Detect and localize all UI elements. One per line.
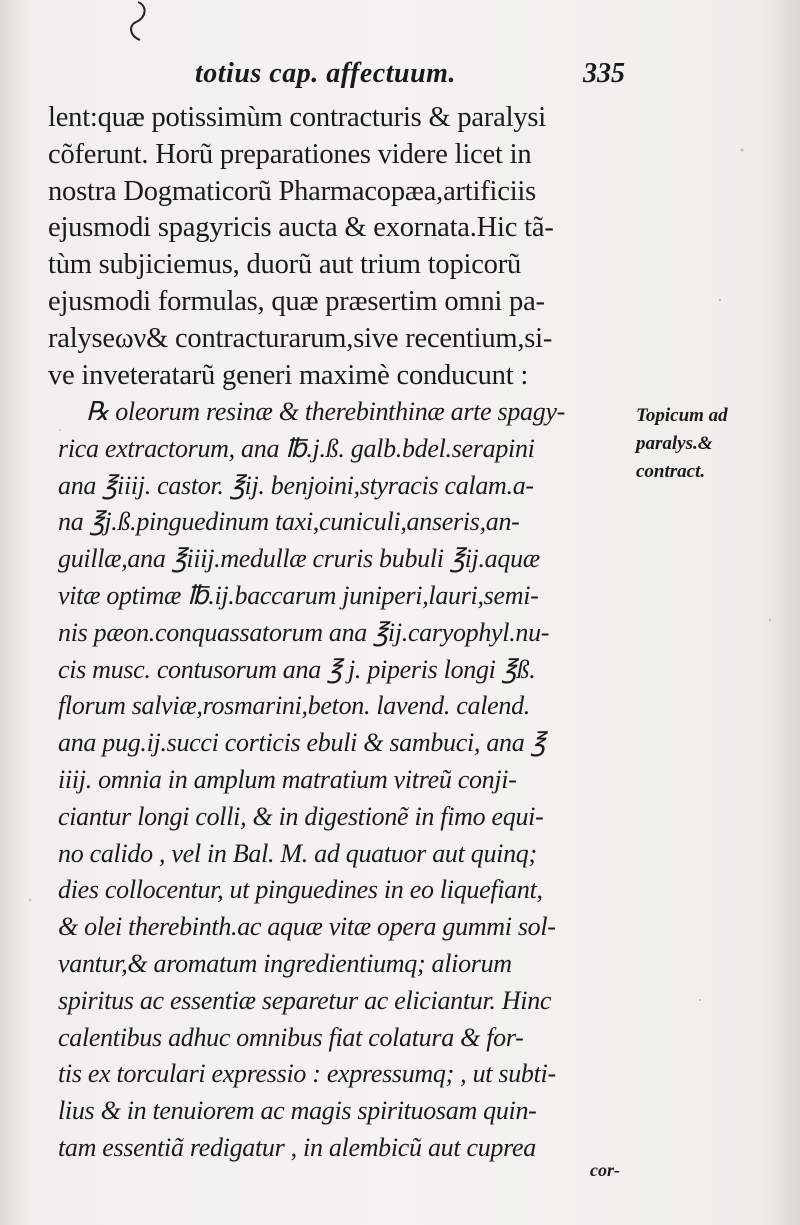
catchword: cor- (590, 1160, 620, 1180)
margin-note-line: contract. (636, 461, 706, 482)
text-line: ana pug.ij.succi corticis ebuli & sambuci, ana ℥ (58, 728, 546, 758)
text-line: ejusmodi formulas, quæ præsertim omni pa- (48, 285, 545, 317)
text-line: ve inveteratarũ generi maximè conducunt : (48, 359, 529, 391)
text-line: iiij. omnia in amplum matratium vitreũ conji- (58, 764, 517, 794)
text-line: na ℥j.ß.pinguedinum taxi,cuniculi,anseris,an- (58, 507, 520, 537)
text-line: vitæ optimæ ℔.ij.baccarum juniperi,lauri,semi- (58, 580, 539, 610)
text-line: nostra Dogmaticorũ Pharmacopæa,artificiis (48, 175, 537, 207)
text-line: cõferunt. Horũ preparationes videre licet in (48, 138, 532, 170)
text-line: tam essentiã redigatur , in alembicũ aut cuprea (58, 1132, 536, 1162)
roman-paragraph (48, 100, 554, 394)
text-line: & olei therebinth.ac aquæ vitæ opera gummi sol- (58, 912, 556, 942)
text-line: ana ℥iiij. castor. ℥ij. benjoini,styracis calam.a- (58, 470, 534, 500)
text-line: tis ex torculari expressio : expressumq; , ut subti- (58, 1059, 556, 1089)
margin-note-line: paralys.& (636, 433, 713, 454)
margin-note-line: Topicum ad (636, 405, 728, 426)
text-line: vantur,& aromatum ingredientiumq; aliorum (58, 948, 512, 978)
text-line: dies collocentur, ut pinguedines in eo liquefiant, (58, 875, 543, 905)
text-line: ciantur longi colli, & in digestionẽ in fimo equi- (58, 801, 544, 831)
recipe-paragraph (58, 394, 565, 1167)
text-line: cis musc. contusorum ana ℥ j. piperis longi ℥ß. (58, 654, 536, 684)
page-header (195, 58, 625, 98)
text-line: lius & in tenuiorem ac magis spirituosam quin- (58, 1096, 537, 1126)
text-line: ℞ oleorum resinæ & therebinthinæ arte spagy- (86, 397, 566, 426)
text-line: rica extractorum, ana ℔.j.ß. galb.bdel.serapini (58, 433, 535, 463)
text-line: lent:quæ potissimùm contracturis & paralysi (48, 102, 546, 133)
text-line: calentibus adhuc omnibus fiat colatura & for- (58, 1022, 524, 1052)
text-line: guillæ,ana ℥iiij.medullæ cruris bubuli ℥ij.aquæ (58, 544, 540, 574)
text-line: florum salviæ,rosmarini,beton. lavend. calend. (58, 691, 530, 721)
paper-curl-mark (118, 0, 158, 45)
text-line: nis pæon.conquassatorum ana ℥ij.caryophyl.nu- (58, 617, 550, 647)
text-line: ralyseων& contracturarum,sive recentium,si- (48, 322, 553, 354)
margin-note (636, 402, 796, 486)
page-number: 335 (583, 58, 625, 89)
text-line: tùm subjiciemus, duorũ aut trium topicorũ (48, 249, 522, 281)
running-title: totius cap. affectuum. (195, 58, 456, 89)
text-line: ejusmodi spagyricis aucta & exornata.Hic tã- (48, 212, 554, 244)
text-line: no calido , vel in Bal. M. ad quatuor aut quinq; (58, 838, 537, 868)
text-line: spiritus ac essentiæ separetur ac eliciantur. Hinc (58, 985, 552, 1015)
